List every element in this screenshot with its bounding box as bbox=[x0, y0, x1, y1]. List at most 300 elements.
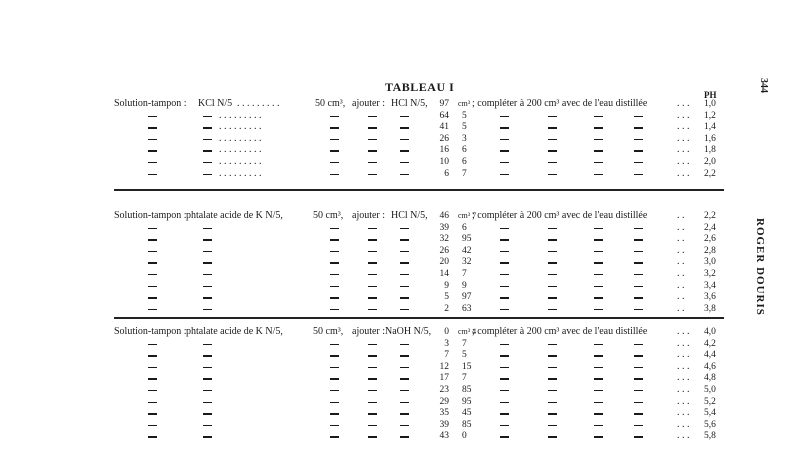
amount-dec: cm³ bbox=[458, 99, 471, 108]
amount-dec: 15 bbox=[462, 361, 472, 372]
dash-mark bbox=[148, 174, 157, 175]
dash-mark bbox=[594, 425, 603, 426]
leader-dots: . . . . . . . . . bbox=[219, 109, 262, 121]
dash-mark bbox=[368, 162, 377, 163]
row-prefix: Solution-tampon : bbox=[114, 98, 187, 109]
ph-value: 1,4 bbox=[704, 122, 716, 133]
dash-mark bbox=[203, 251, 212, 252]
dash-mark bbox=[594, 355, 603, 356]
dash-mark bbox=[368, 309, 377, 310]
ph-value: 1,2 bbox=[704, 110, 716, 121]
dash-mark bbox=[548, 413, 557, 414]
amount-dec: 9 bbox=[462, 280, 467, 291]
dash-mark bbox=[400, 116, 409, 117]
trail-dots: . . . bbox=[677, 418, 690, 430]
dash-mark bbox=[203, 286, 212, 287]
amount-int: 26 bbox=[439, 133, 449, 144]
dash-mark bbox=[330, 390, 339, 391]
dash-mark bbox=[594, 297, 603, 298]
dash-mark bbox=[368, 390, 377, 391]
dash-mark bbox=[368, 251, 377, 252]
trail-dots: . . . bbox=[677, 156, 690, 167]
amount-dec: 85 bbox=[462, 385, 472, 395]
dash-mark bbox=[500, 139, 509, 140]
dash-mark bbox=[594, 174, 603, 175]
dash-mark bbox=[594, 274, 603, 275]
dash-mark bbox=[548, 309, 557, 310]
dash-mark bbox=[400, 390, 409, 391]
page-number: 344 bbox=[758, 78, 769, 93]
dash-mark bbox=[548, 436, 557, 437]
dash-mark bbox=[368, 297, 377, 298]
trail-dots: . . bbox=[677, 244, 685, 256]
ph-value: 3,8 bbox=[704, 303, 716, 314]
dash-mark bbox=[203, 367, 212, 368]
complete-label: ; compléter à 200 cm³ avec de l'eau distillée bbox=[472, 98, 648, 109]
dash-mark bbox=[548, 162, 557, 163]
dash-mark bbox=[634, 228, 643, 229]
dash-mark bbox=[500, 344, 509, 345]
amount-dec: cm³ 4 bbox=[458, 327, 477, 336]
section-divider bbox=[114, 317, 724, 319]
trail-dots: . . bbox=[677, 210, 685, 221]
amount-dec: 5 bbox=[462, 122, 467, 133]
trail-dots: . . . bbox=[677, 132, 690, 144]
dash-mark bbox=[548, 367, 557, 368]
amount-dec: 45 bbox=[462, 408, 472, 419]
dash-mark bbox=[203, 355, 212, 356]
dash-mark bbox=[634, 262, 643, 263]
dash-mark bbox=[634, 344, 643, 345]
dash-mark bbox=[594, 239, 603, 240]
amount-dec: 7 bbox=[462, 373, 467, 384]
ph-value: 3,6 bbox=[704, 292, 716, 303]
ph-value: 2,4 bbox=[704, 222, 716, 233]
dash-mark bbox=[203, 262, 212, 263]
dash-mark bbox=[548, 402, 557, 403]
dash-mark bbox=[148, 274, 157, 275]
dash-mark bbox=[330, 413, 339, 414]
dash-mark bbox=[148, 367, 157, 368]
dash-mark bbox=[203, 239, 212, 240]
dash-mark bbox=[330, 309, 339, 310]
dash-mark bbox=[634, 297, 643, 298]
ph-column-header: PH bbox=[704, 90, 717, 100]
dash-mark bbox=[548, 378, 557, 379]
dash-mark bbox=[400, 436, 409, 437]
dash-mark bbox=[500, 162, 509, 163]
dash-mark bbox=[400, 413, 409, 414]
amount-int: 32 bbox=[439, 234, 449, 245]
dash-mark bbox=[148, 150, 157, 151]
dash-mark bbox=[400, 139, 409, 140]
dash-mark bbox=[548, 286, 557, 287]
dash-mark bbox=[548, 355, 557, 356]
dash-mark bbox=[330, 251, 339, 252]
ph-value: 5,2 bbox=[704, 396, 716, 407]
dash-mark bbox=[203, 425, 212, 426]
amount-int: 46 bbox=[439, 211, 449, 221]
dash-mark bbox=[368, 367, 377, 368]
trail-dots: . . . bbox=[677, 384, 690, 395]
ph-value: 1,6 bbox=[704, 133, 716, 144]
dash-mark bbox=[500, 274, 509, 275]
trail-dots: . . bbox=[677, 279, 685, 291]
leader-dots: . . . . . . . . . bbox=[219, 121, 262, 133]
dash-mark bbox=[500, 378, 509, 379]
dash-mark bbox=[400, 355, 409, 356]
dash-mark bbox=[330, 378, 339, 379]
dash-mark bbox=[368, 286, 377, 287]
dash-mark bbox=[400, 251, 409, 252]
amount-dec: 0 bbox=[462, 431, 467, 442]
dash-mark bbox=[148, 162, 157, 163]
amount-int: 0 bbox=[444, 327, 449, 337]
dash-mark bbox=[548, 228, 557, 229]
dash-mark bbox=[400, 162, 409, 163]
volume-label: 50 cm³, bbox=[313, 326, 344, 337]
dash-mark bbox=[548, 139, 557, 140]
dash-mark bbox=[548, 274, 557, 275]
dash-mark bbox=[203, 390, 212, 391]
dash-mark bbox=[500, 413, 509, 414]
dash-mark bbox=[634, 139, 643, 140]
amount-dec: 95 bbox=[462, 396, 472, 407]
dash-mark bbox=[148, 286, 157, 287]
dash-mark bbox=[594, 367, 603, 368]
dash-mark bbox=[500, 390, 509, 391]
dash-mark bbox=[500, 286, 509, 287]
dash-mark bbox=[368, 116, 377, 117]
trail-dots: . . . bbox=[677, 121, 690, 133]
trail-dots: . . . bbox=[677, 349, 690, 361]
ph-value: 4,6 bbox=[704, 361, 716, 372]
dash-mark bbox=[400, 174, 409, 175]
dash-mark bbox=[330, 286, 339, 287]
ph-value: 4,4 bbox=[704, 350, 716, 361]
trail-dots: . . . bbox=[677, 430, 690, 442]
dash-mark bbox=[400, 367, 409, 368]
amount-dec: cm³ 7 bbox=[458, 211, 477, 220]
dash-mark bbox=[368, 425, 377, 426]
dash-mark bbox=[330, 162, 339, 163]
ajouter-label: ajouter : bbox=[352, 98, 386, 109]
amount-int: 5 bbox=[444, 292, 449, 303]
dash-mark bbox=[500, 228, 509, 229]
dash-mark bbox=[368, 150, 377, 151]
amount-dec: 6 bbox=[462, 145, 467, 156]
dash-mark bbox=[203, 174, 212, 175]
dash-mark bbox=[148, 127, 157, 128]
dash-mark bbox=[594, 139, 603, 140]
trail-dots: . . . bbox=[677, 395, 690, 407]
dash-mark bbox=[330, 228, 339, 229]
dash-mark bbox=[548, 127, 557, 128]
leader-dots: . . . . . . . . . bbox=[237, 98, 280, 109]
amount-int: 14 bbox=[439, 269, 449, 279]
trail-dots: . . bbox=[677, 302, 685, 314]
dash-mark bbox=[330, 367, 339, 368]
dash-mark bbox=[148, 402, 157, 403]
amount-dec: 42 bbox=[462, 245, 472, 256]
dash-mark bbox=[148, 436, 157, 437]
dash-mark bbox=[594, 286, 603, 287]
dash-mark bbox=[203, 139, 212, 140]
component-label: KCl N/5 bbox=[198, 98, 233, 109]
dash-mark bbox=[634, 150, 643, 151]
dash-mark bbox=[634, 309, 643, 310]
dash-mark bbox=[634, 127, 643, 128]
dash-mark bbox=[368, 228, 377, 229]
dash-mark bbox=[148, 413, 157, 414]
dash-mark bbox=[148, 355, 157, 356]
dash-mark bbox=[500, 251, 509, 252]
dash-mark bbox=[330, 174, 339, 175]
running-head: ROGER DOURIS bbox=[754, 218, 766, 316]
amount-dec: 7 bbox=[462, 168, 467, 179]
dash-mark bbox=[368, 378, 377, 379]
dash-mark bbox=[594, 390, 603, 391]
dash-mark bbox=[203, 344, 212, 345]
amount-dec: 6 bbox=[462, 157, 467, 167]
dash-mark bbox=[400, 378, 409, 379]
trail-dots: . . . bbox=[677, 98, 690, 109]
dash-mark bbox=[634, 378, 643, 379]
dash-mark bbox=[634, 274, 643, 275]
dash-mark bbox=[500, 367, 509, 368]
ph-value: 3,4 bbox=[704, 280, 716, 291]
dash-mark bbox=[203, 127, 212, 128]
dash-mark bbox=[368, 402, 377, 403]
amount-int: 43 bbox=[439, 431, 449, 442]
complete-label: ; compléter à 200 cm³ avec de l'eau distillée bbox=[472, 326, 648, 337]
ph-value: 5,6 bbox=[704, 419, 716, 430]
trail-dots: . . bbox=[677, 256, 685, 268]
dash-mark bbox=[548, 174, 557, 175]
dash-mark bbox=[368, 355, 377, 356]
complete-label: ; compléter à 200 cm³ avec de l'eau distillée bbox=[472, 210, 648, 221]
dash-mark bbox=[330, 355, 339, 356]
dash-mark bbox=[400, 239, 409, 240]
dash-mark bbox=[594, 436, 603, 437]
dash-mark bbox=[203, 402, 212, 403]
dash-mark bbox=[203, 116, 212, 117]
amount-int: 26 bbox=[439, 245, 449, 256]
dash-mark bbox=[548, 390, 557, 391]
dash-mark bbox=[594, 116, 603, 117]
dash-mark bbox=[634, 116, 643, 117]
dash-mark bbox=[500, 297, 509, 298]
dash-mark bbox=[548, 116, 557, 117]
trail-dots: . . . bbox=[677, 372, 690, 384]
component-label: phtalate acide de K N/5, bbox=[186, 210, 283, 221]
trail-dots: . . . bbox=[677, 360, 690, 372]
dash-mark bbox=[148, 239, 157, 240]
dash-mark bbox=[594, 413, 603, 414]
dash-mark bbox=[330, 139, 339, 140]
ph-value: 1,8 bbox=[704, 145, 716, 156]
ph-value: 4,0 bbox=[704, 327, 716, 337]
row-prefix: Solution-tampon : bbox=[114, 326, 187, 337]
amount-dec: 95 bbox=[462, 234, 472, 245]
ph-value: 3,0 bbox=[704, 257, 716, 268]
leader-dots: . . . . . . . . . bbox=[219, 156, 262, 167]
trail-dots: . . . bbox=[677, 144, 690, 156]
dash-mark bbox=[634, 355, 643, 356]
dash-mark bbox=[634, 413, 643, 414]
amount-int: 17 bbox=[439, 373, 449, 384]
ph-value: 4,2 bbox=[704, 338, 716, 349]
dash-mark bbox=[594, 127, 603, 128]
trail-dots: . . . bbox=[677, 326, 690, 337]
ph-value: 2,2 bbox=[704, 211, 716, 221]
dash-mark bbox=[634, 436, 643, 437]
dash-mark bbox=[594, 262, 603, 263]
row-prefix: Solution-tampon : bbox=[114, 210, 187, 221]
dash-mark bbox=[548, 297, 557, 298]
dash-mark bbox=[330, 262, 339, 263]
dash-mark bbox=[548, 344, 557, 345]
ph-value: 4,8 bbox=[704, 373, 716, 384]
dash-mark bbox=[500, 239, 509, 240]
dash-mark bbox=[148, 116, 157, 117]
ph-value: 1,0 bbox=[704, 99, 716, 109]
dash-mark bbox=[148, 297, 157, 298]
amount-int: 23 bbox=[439, 385, 449, 395]
dash-mark bbox=[368, 274, 377, 275]
dash-mark bbox=[330, 297, 339, 298]
dash-mark bbox=[368, 262, 377, 263]
dash-mark bbox=[330, 344, 339, 345]
trail-dots: . . bbox=[677, 221, 685, 233]
amount-dec: 63 bbox=[462, 303, 472, 314]
ph-value: 5,0 bbox=[704, 385, 716, 395]
ph-value: 2,2 bbox=[704, 168, 716, 179]
leader-dots: . . . . . . . . . bbox=[219, 167, 262, 179]
dash-mark bbox=[148, 228, 157, 229]
dash-mark bbox=[330, 274, 339, 275]
dash-mark bbox=[400, 127, 409, 128]
dash-mark bbox=[634, 174, 643, 175]
leader-dots: . . . . . . . . . bbox=[219, 144, 262, 156]
volume-label: 50 cm³, bbox=[313, 210, 344, 221]
dash-mark bbox=[634, 367, 643, 368]
dash-mark bbox=[330, 116, 339, 117]
dash-mark bbox=[148, 262, 157, 263]
dash-mark bbox=[148, 425, 157, 426]
dash-mark bbox=[500, 436, 509, 437]
trail-dots: . . . bbox=[677, 109, 690, 121]
amount-int: 39 bbox=[439, 419, 449, 430]
trail-dots: . . bbox=[677, 291, 685, 303]
reagent-label: HCl N/5, bbox=[391, 210, 428, 221]
dash-mark bbox=[400, 150, 409, 151]
trail-dots: . . . bbox=[677, 407, 690, 419]
dash-mark bbox=[500, 355, 509, 356]
dash-mark bbox=[368, 344, 377, 345]
dash-mark bbox=[203, 228, 212, 229]
dash-mark bbox=[634, 286, 643, 287]
trail-dots: . . bbox=[677, 268, 685, 279]
reagent-label: HCl N/5, bbox=[391, 98, 428, 109]
dash-mark bbox=[148, 344, 157, 345]
dash-mark bbox=[203, 309, 212, 310]
amount-dec: 85 bbox=[462, 419, 472, 430]
amount-dec: 5 bbox=[462, 350, 467, 361]
ph-value: 2,6 bbox=[704, 234, 716, 245]
dash-mark bbox=[548, 150, 557, 151]
trail-dots: . . bbox=[677, 233, 685, 245]
dash-mark bbox=[500, 425, 509, 426]
dash-mark bbox=[203, 150, 212, 151]
dash-mark bbox=[368, 436, 377, 437]
dash-mark bbox=[634, 425, 643, 426]
dash-mark bbox=[368, 127, 377, 128]
amount-int: 2 bbox=[444, 303, 449, 314]
ph-value: 3,2 bbox=[704, 269, 716, 279]
dash-mark bbox=[500, 402, 509, 403]
dash-mark bbox=[500, 309, 509, 310]
amount-int: 39 bbox=[439, 222, 449, 233]
dash-mark bbox=[148, 309, 157, 310]
dash-mark bbox=[400, 425, 409, 426]
dash-mark bbox=[203, 162, 212, 163]
amount-int: 29 bbox=[439, 396, 449, 407]
dash-mark bbox=[548, 425, 557, 426]
dash-mark bbox=[330, 127, 339, 128]
ph-value: 2,0 bbox=[704, 157, 716, 167]
dash-mark bbox=[548, 239, 557, 240]
ph-value: 5,4 bbox=[704, 408, 716, 419]
volume-label: 50 cm³, bbox=[315, 98, 346, 109]
dash-mark bbox=[148, 139, 157, 140]
dash-mark bbox=[368, 139, 377, 140]
dash-mark bbox=[500, 127, 509, 128]
dash-mark bbox=[400, 309, 409, 310]
dash-mark bbox=[368, 239, 377, 240]
dash-mark bbox=[634, 251, 643, 252]
section-divider bbox=[114, 189, 724, 191]
dash-mark bbox=[368, 174, 377, 175]
component-label: phtalate acide de K N/5, bbox=[186, 326, 283, 337]
amount-dec: 97 bbox=[462, 292, 472, 303]
dash-mark bbox=[594, 378, 603, 379]
amount-int: 12 bbox=[439, 361, 449, 372]
dash-mark bbox=[148, 390, 157, 391]
reagent-label: NaOH N/5, bbox=[385, 326, 432, 337]
dash-mark bbox=[148, 251, 157, 252]
dash-mark bbox=[203, 413, 212, 414]
leader-dots: . . . . . . . . . bbox=[219, 132, 262, 144]
dash-mark bbox=[500, 150, 509, 151]
dash-mark bbox=[634, 390, 643, 391]
amount-int: 6 bbox=[444, 168, 449, 179]
amount-dec: 7 bbox=[462, 269, 467, 279]
dash-mark bbox=[368, 413, 377, 414]
ajouter-label: ajouter : bbox=[352, 326, 386, 337]
ajouter-label: ajouter : bbox=[352, 210, 386, 221]
dash-mark bbox=[203, 378, 212, 379]
amount-int: 35 bbox=[439, 408, 449, 419]
dash-mark bbox=[594, 162, 603, 163]
amount-dec: 6 bbox=[462, 222, 467, 233]
trail-dots: . . . bbox=[677, 337, 690, 349]
table-title: TABLEAU I bbox=[385, 80, 455, 94]
dash-mark bbox=[330, 150, 339, 151]
amount-int: 9 bbox=[444, 280, 449, 291]
dash-mark bbox=[330, 425, 339, 426]
dash-mark bbox=[330, 239, 339, 240]
